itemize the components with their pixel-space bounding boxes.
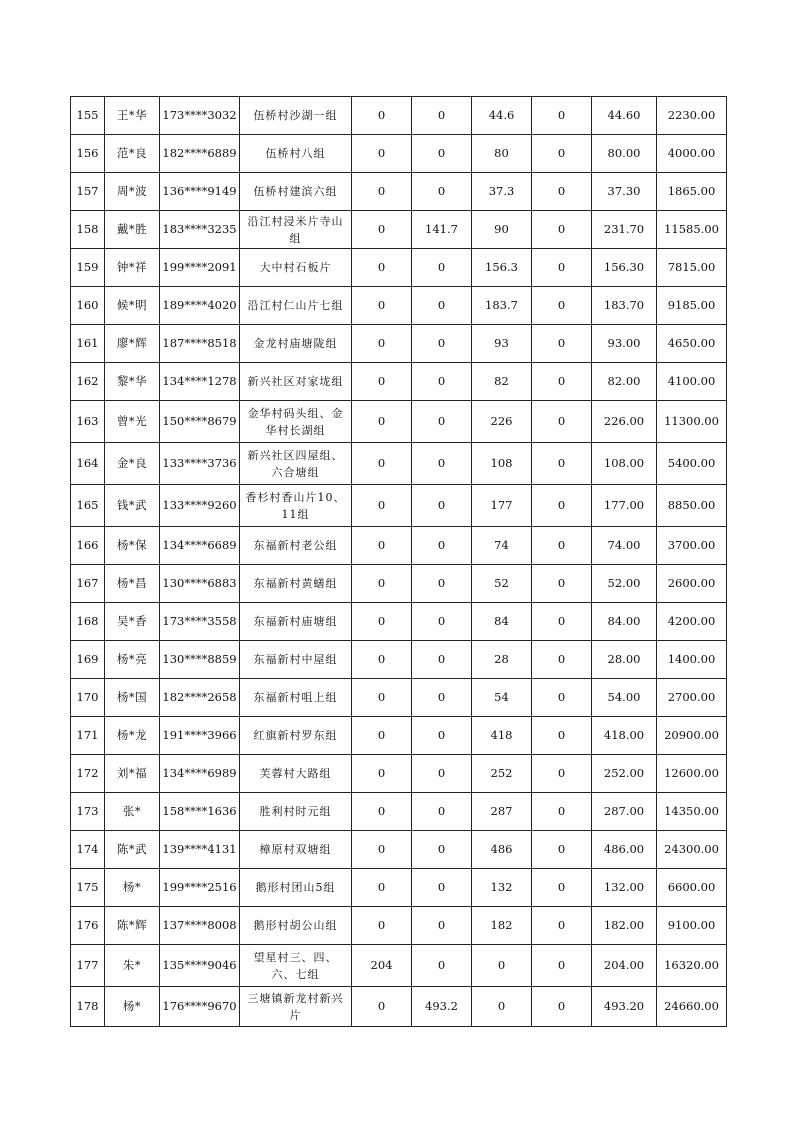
value-col2-cell: 493.2 xyxy=(412,987,472,1027)
value-col4-cell: 0 xyxy=(532,135,592,173)
value-col1-cell: 0 xyxy=(352,907,412,945)
row-number-cell: 175 xyxy=(71,869,105,907)
location-cell: 樟原村双塘组 xyxy=(240,831,352,869)
value-col2-cell: 0 xyxy=(412,565,472,603)
total-area-cell: 226.00 xyxy=(592,401,657,443)
table-row xyxy=(71,325,727,363)
table-body xyxy=(71,97,727,1027)
value-col1-cell: 0 xyxy=(352,755,412,793)
table-row xyxy=(71,443,727,485)
value-col2-cell: 0 xyxy=(412,679,472,717)
name-cell: 刘*福 xyxy=(105,755,160,793)
name-cell: 王*华 xyxy=(105,97,160,135)
phone-cell: 176****9670 xyxy=(160,987,240,1027)
total-area-cell: 486.00 xyxy=(592,831,657,869)
total-area-cell: 231.70 xyxy=(592,211,657,249)
location-cell: 伍桥村八组 xyxy=(240,135,352,173)
value-col4-cell: 0 xyxy=(532,679,592,717)
phone-cell: 183****3235 xyxy=(160,211,240,249)
value-col2-cell: 0 xyxy=(412,869,472,907)
amount-cell: 2600.00 xyxy=(657,565,727,603)
row-number-cell: 171 xyxy=(71,717,105,755)
row-number-cell: 176 xyxy=(71,907,105,945)
location-cell: 新兴社区四屋组、六合塘组 xyxy=(240,443,352,485)
phone-cell: 173****3558 xyxy=(160,603,240,641)
table-row xyxy=(71,527,727,565)
value-col1-cell: 0 xyxy=(352,135,412,173)
name-cell: 钟*祥 xyxy=(105,249,160,287)
name-cell: 陈*武 xyxy=(105,831,160,869)
total-area-cell: 156.30 xyxy=(592,249,657,287)
value-col3-cell: 177 xyxy=(472,485,532,527)
phone-cell: 158****1636 xyxy=(160,793,240,831)
value-col1-cell: 0 xyxy=(352,287,412,325)
value-col3-cell: 486 xyxy=(472,831,532,869)
value-col4-cell: 0 xyxy=(532,173,592,211)
value-col3-cell: 156.3 xyxy=(472,249,532,287)
amount-cell: 4650.00 xyxy=(657,325,727,363)
total-area-cell: 418.00 xyxy=(592,717,657,755)
table-row xyxy=(71,641,727,679)
table-row xyxy=(71,679,727,717)
name-cell: 张* xyxy=(105,793,160,831)
name-cell: 周*波 xyxy=(105,173,160,211)
table-row xyxy=(71,907,727,945)
value-col1-cell: 0 xyxy=(352,603,412,641)
phone-cell: 182****6889 xyxy=(160,135,240,173)
table-row xyxy=(71,755,727,793)
row-number-cell: 157 xyxy=(71,173,105,211)
phone-cell: 130****8859 xyxy=(160,641,240,679)
amount-cell: 24660.00 xyxy=(657,987,727,1027)
phone-cell: 135****9046 xyxy=(160,945,240,987)
value-col2-cell: 0 xyxy=(412,907,472,945)
table-row xyxy=(71,363,727,401)
value-col1-cell: 0 xyxy=(352,869,412,907)
name-cell: 陈*辉 xyxy=(105,907,160,945)
value-col4-cell: 0 xyxy=(532,363,592,401)
value-col4-cell: 0 xyxy=(532,717,592,755)
phone-cell: 173****3032 xyxy=(160,97,240,135)
location-cell: 望星村三、四、六、七组 xyxy=(240,945,352,987)
location-cell: 伍桥村沙湖一组 xyxy=(240,97,352,135)
amount-cell: 4200.00 xyxy=(657,603,727,641)
name-cell: 杨*亮 xyxy=(105,641,160,679)
table-row xyxy=(71,987,727,1027)
value-col1-cell: 0 xyxy=(352,325,412,363)
row-number-cell: 159 xyxy=(71,249,105,287)
value-col4-cell: 0 xyxy=(532,97,592,135)
row-number-cell: 174 xyxy=(71,831,105,869)
location-cell: 三塘镇新龙村新兴片 xyxy=(240,987,352,1027)
row-number-cell: 166 xyxy=(71,527,105,565)
amount-cell: 16320.00 xyxy=(657,945,727,987)
value-col3-cell: 28 xyxy=(472,641,532,679)
value-col4-cell: 0 xyxy=(532,287,592,325)
value-col2-cell: 0 xyxy=(412,97,472,135)
value-col2-cell: 0 xyxy=(412,793,472,831)
value-col4-cell: 0 xyxy=(532,641,592,679)
row-number-cell: 172 xyxy=(71,755,105,793)
amount-cell: 9100.00 xyxy=(657,907,727,945)
total-area-cell: 204.00 xyxy=(592,945,657,987)
table-row xyxy=(71,793,727,831)
row-number-cell: 163 xyxy=(71,401,105,443)
value-col4-cell: 0 xyxy=(532,945,592,987)
value-col4-cell: 0 xyxy=(532,527,592,565)
value-col3-cell: 287 xyxy=(472,793,532,831)
total-area-cell: 132.00 xyxy=(592,869,657,907)
name-cell: 范*良 xyxy=(105,135,160,173)
location-cell: 沿江村仁山片七组 xyxy=(240,287,352,325)
total-area-cell: 44.60 xyxy=(592,97,657,135)
value-col4-cell: 0 xyxy=(532,249,592,287)
location-cell: 东福新村黄蟮组 xyxy=(240,565,352,603)
table-row xyxy=(71,485,727,527)
location-cell: 沿江村浸米片寺山组 xyxy=(240,211,352,249)
row-number-cell: 168 xyxy=(71,603,105,641)
phone-cell: 139****4131 xyxy=(160,831,240,869)
location-cell: 东福新村老公组 xyxy=(240,527,352,565)
amount-cell: 8850.00 xyxy=(657,485,727,527)
amount-cell: 20900.00 xyxy=(657,717,727,755)
value-col4-cell: 0 xyxy=(532,401,592,443)
value-col3-cell: 52 xyxy=(472,565,532,603)
phone-cell: 134****6689 xyxy=(160,527,240,565)
value-col2-cell: 0 xyxy=(412,527,472,565)
location-cell: 东福新村咀上组 xyxy=(240,679,352,717)
total-area-cell: 493.20 xyxy=(592,987,657,1027)
name-cell: 朱* xyxy=(105,945,160,987)
table-row xyxy=(71,287,727,325)
phone-cell: 150****8679 xyxy=(160,401,240,443)
total-area-cell: 82.00 xyxy=(592,363,657,401)
value-col2-cell: 0 xyxy=(412,363,472,401)
phone-cell: 136****9149 xyxy=(160,173,240,211)
name-cell: 曾*光 xyxy=(105,401,160,443)
amount-cell: 5400.00 xyxy=(657,443,727,485)
row-number-cell: 158 xyxy=(71,211,105,249)
amount-cell: 11585.00 xyxy=(657,211,727,249)
name-cell: 杨*昌 xyxy=(105,565,160,603)
name-cell: 杨* xyxy=(105,987,160,1027)
value-col1-cell: 0 xyxy=(352,679,412,717)
location-cell: 鹅形村团山5组 xyxy=(240,869,352,907)
value-col2-cell: 0 xyxy=(412,641,472,679)
amount-cell: 7815.00 xyxy=(657,249,727,287)
phone-cell: 134****1278 xyxy=(160,363,240,401)
table-row xyxy=(71,211,727,249)
table-row xyxy=(71,869,727,907)
value-col1-cell: 0 xyxy=(352,565,412,603)
value-col3-cell: 93 xyxy=(472,325,532,363)
value-col1-cell: 0 xyxy=(352,363,412,401)
table-row xyxy=(71,831,727,869)
name-cell: 杨*龙 xyxy=(105,717,160,755)
amount-cell: 14350.00 xyxy=(657,793,727,831)
amount-cell: 11300.00 xyxy=(657,401,727,443)
location-cell: 大中村石板片 xyxy=(240,249,352,287)
total-area-cell: 108.00 xyxy=(592,443,657,485)
location-cell: 金龙村庙塘陇组 xyxy=(240,325,352,363)
phone-cell: 199****2091 xyxy=(160,249,240,287)
amount-cell: 6600.00 xyxy=(657,869,727,907)
total-area-cell: 183.70 xyxy=(592,287,657,325)
table-row xyxy=(71,401,727,443)
row-number-cell: 169 xyxy=(71,641,105,679)
phone-cell: 182****2658 xyxy=(160,679,240,717)
value-col3-cell: 82 xyxy=(472,363,532,401)
name-cell: 黎*华 xyxy=(105,363,160,401)
location-cell: 东福新村中屋组 xyxy=(240,641,352,679)
value-col3-cell: 183.7 xyxy=(472,287,532,325)
amount-cell: 9185.00 xyxy=(657,287,727,325)
phone-cell: 187****8518 xyxy=(160,325,240,363)
value-col3-cell: 182 xyxy=(472,907,532,945)
value-col1-cell: 0 xyxy=(352,793,412,831)
value-col4-cell: 0 xyxy=(532,485,592,527)
table-row xyxy=(71,97,727,135)
value-col4-cell: 0 xyxy=(532,325,592,363)
row-number-cell: 164 xyxy=(71,443,105,485)
value-col3-cell: 108 xyxy=(472,443,532,485)
name-cell: 候*明 xyxy=(105,287,160,325)
value-col2-cell: 0 xyxy=(412,831,472,869)
value-col3-cell: 80 xyxy=(472,135,532,173)
total-area-cell: 80.00 xyxy=(592,135,657,173)
value-col2-cell: 0 xyxy=(412,287,472,325)
name-cell: 金*良 xyxy=(105,443,160,485)
phone-cell: 189****4020 xyxy=(160,287,240,325)
value-col4-cell: 0 xyxy=(532,603,592,641)
amount-cell: 4100.00 xyxy=(657,363,727,401)
value-col1-cell: 0 xyxy=(352,249,412,287)
row-number-cell: 167 xyxy=(71,565,105,603)
location-cell: 胜利村时元组 xyxy=(240,793,352,831)
row-number-cell: 161 xyxy=(71,325,105,363)
phone-cell: 133****9260 xyxy=(160,485,240,527)
total-area-cell: 74.00 xyxy=(592,527,657,565)
name-cell: 吴*香 xyxy=(105,603,160,641)
amount-cell: 12600.00 xyxy=(657,755,727,793)
table-row xyxy=(71,717,727,755)
total-area-cell: 182.00 xyxy=(592,907,657,945)
phone-cell: 199****2516 xyxy=(160,869,240,907)
value-col3-cell: 0 xyxy=(472,987,532,1027)
value-col4-cell: 0 xyxy=(532,831,592,869)
value-col3-cell: 84 xyxy=(472,603,532,641)
name-cell: 杨*保 xyxy=(105,527,160,565)
amount-cell: 1865.00 xyxy=(657,173,727,211)
row-number-cell: 170 xyxy=(71,679,105,717)
table-row xyxy=(71,603,727,641)
value-col4-cell: 0 xyxy=(532,793,592,831)
subsidy-table xyxy=(70,96,727,1027)
value-col4-cell: 0 xyxy=(532,565,592,603)
row-number-cell: 177 xyxy=(71,945,105,987)
location-cell: 伍桥村建滨六组 xyxy=(240,173,352,211)
phone-cell: 134****6989 xyxy=(160,755,240,793)
table-row xyxy=(71,565,727,603)
phone-cell: 191****3966 xyxy=(160,717,240,755)
value-col3-cell: 74 xyxy=(472,527,532,565)
table-row xyxy=(71,249,727,287)
total-area-cell: 54.00 xyxy=(592,679,657,717)
value-col1-cell: 0 xyxy=(352,485,412,527)
value-col4-cell: 0 xyxy=(532,211,592,249)
total-area-cell: 252.00 xyxy=(592,755,657,793)
value-col4-cell: 0 xyxy=(532,869,592,907)
total-area-cell: 84.00 xyxy=(592,603,657,641)
value-col4-cell: 0 xyxy=(532,443,592,485)
value-col3-cell: 54 xyxy=(472,679,532,717)
table-row xyxy=(71,135,727,173)
value-col1-cell: 0 xyxy=(352,443,412,485)
amount-cell: 4000.00 xyxy=(657,135,727,173)
row-number-cell: 155 xyxy=(71,97,105,135)
value-col2-cell: 0 xyxy=(412,443,472,485)
phone-cell: 137****8008 xyxy=(160,907,240,945)
value-col3-cell: 0 xyxy=(472,945,532,987)
total-area-cell: 177.00 xyxy=(592,485,657,527)
row-number-cell: 160 xyxy=(71,287,105,325)
value-col2-cell: 0 xyxy=(412,945,472,987)
total-area-cell: 93.00 xyxy=(592,325,657,363)
location-cell: 香杉村香山片10、11组 xyxy=(240,485,352,527)
total-area-cell: 28.00 xyxy=(592,641,657,679)
value-col3-cell: 90 xyxy=(472,211,532,249)
value-col1-cell: 0 xyxy=(352,401,412,443)
name-cell: 钱*武 xyxy=(105,485,160,527)
value-col4-cell: 0 xyxy=(532,755,592,793)
value-col3-cell: 37.3 xyxy=(472,173,532,211)
value-col2-cell: 0 xyxy=(412,755,472,793)
value-col3-cell: 44.6 xyxy=(472,97,532,135)
total-area-cell: 37.30 xyxy=(592,173,657,211)
name-cell: 戴*胜 xyxy=(105,211,160,249)
row-number-cell: 178 xyxy=(71,987,105,1027)
location-cell: 鹅形村胡公山组 xyxy=(240,907,352,945)
value-col3-cell: 132 xyxy=(472,869,532,907)
value-col1-cell: 0 xyxy=(352,831,412,869)
value-col3-cell: 418 xyxy=(472,717,532,755)
table-row xyxy=(71,173,727,211)
value-col1-cell: 0 xyxy=(352,97,412,135)
value-col4-cell: 0 xyxy=(532,907,592,945)
value-col2-cell: 0 xyxy=(412,603,472,641)
name-cell: 廖*辉 xyxy=(105,325,160,363)
row-number-cell: 165 xyxy=(71,485,105,527)
row-number-cell: 173 xyxy=(71,793,105,831)
value-col1-cell: 0 xyxy=(352,211,412,249)
value-col1-cell: 0 xyxy=(352,641,412,679)
value-col1-cell: 0 xyxy=(352,527,412,565)
total-area-cell: 52.00 xyxy=(592,565,657,603)
phone-cell: 133****3736 xyxy=(160,443,240,485)
location-cell: 东福新村庙塘组 xyxy=(240,603,352,641)
amount-cell: 2700.00 xyxy=(657,679,727,717)
total-area-cell: 287.00 xyxy=(592,793,657,831)
phone-cell: 130****6883 xyxy=(160,565,240,603)
value-col3-cell: 226 xyxy=(472,401,532,443)
location-cell: 芙蓉村大路组 xyxy=(240,755,352,793)
row-number-cell: 162 xyxy=(71,363,105,401)
amount-cell: 2230.00 xyxy=(657,97,727,135)
value-col1-cell: 0 xyxy=(352,717,412,755)
amount-cell: 24300.00 xyxy=(657,831,727,869)
name-cell: 杨* xyxy=(105,869,160,907)
location-cell: 红旗新村罗东组 xyxy=(240,717,352,755)
value-col1-cell: 0 xyxy=(352,173,412,211)
amount-cell: 1400.00 xyxy=(657,641,727,679)
name-cell: 杨*国 xyxy=(105,679,160,717)
value-col2-cell: 0 xyxy=(412,325,472,363)
value-col2-cell: 0 xyxy=(412,717,472,755)
value-col2-cell: 0 xyxy=(412,401,472,443)
value-col1-cell: 204 xyxy=(352,945,412,987)
location-cell: 新兴社区对家垅组 xyxy=(240,363,352,401)
value-col2-cell: 0 xyxy=(412,249,472,287)
value-col2-cell: 0 xyxy=(412,485,472,527)
amount-cell: 3700.00 xyxy=(657,527,727,565)
value-col2-cell: 0 xyxy=(412,135,472,173)
row-number-cell: 156 xyxy=(71,135,105,173)
location-cell: 金华村码头组、金华村长湖组 xyxy=(240,401,352,443)
table-row xyxy=(71,945,727,987)
value-col2-cell: 141.7 xyxy=(412,211,472,249)
value-col3-cell: 252 xyxy=(472,755,532,793)
value-col2-cell: 0 xyxy=(412,173,472,211)
value-col4-cell: 0 xyxy=(532,987,592,1027)
value-col1-cell: 0 xyxy=(352,987,412,1027)
